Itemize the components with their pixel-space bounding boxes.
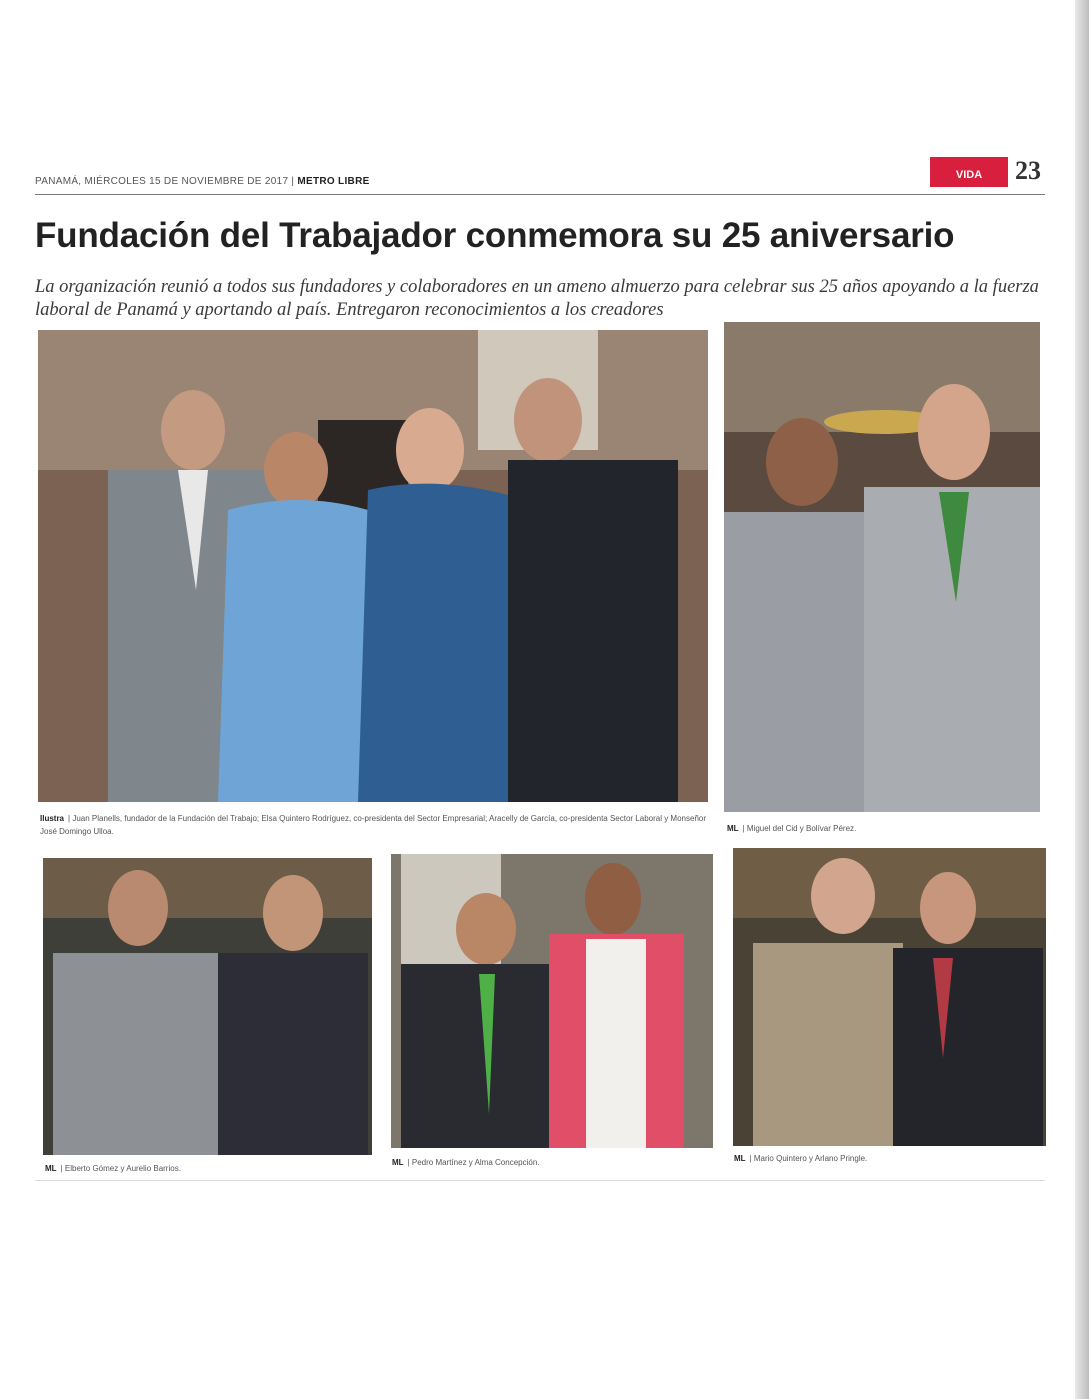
photo-bottom-middle-caption: ML | Pedro Martínez y Alma Concepción. <box>392 1158 540 1167</box>
header-rule <box>35 194 1045 195</box>
page-header <box>35 156 1045 196</box>
dateline: PANAMÁ, MIÉRCOLES 15 DE NOVIEMBRE DE 2017 | METRO LIBRE <box>35 176 370 187</box>
photo-bottom-middle <box>391 854 713 1148</box>
photo-bottom-right <box>733 848 1046 1146</box>
section-tag: VIDA <box>930 157 1008 187</box>
headline: Fundación del Trabajador conmemora su 25 aniversario <box>35 216 955 255</box>
dateline-text: PANAMÁ, MIÉRCOLES 15 DE NOVIEMBRE DE 2017 <box>35 176 289 187</box>
bottom-rule <box>35 1180 1045 1181</box>
page-number: 23 <box>1015 156 1041 185</box>
photo-top-right <box>724 322 1040 812</box>
brand-name: METRO LIBRE <box>297 176 370 187</box>
photo-main-credit: Ilustra <box>40 814 65 823</box>
photo-main-caption: Ilustra | Juan Planells, fundador de la Fundación del Trabajo; Elsa Quintero Rodríguez, co-presidenta del Sector Empresarial; Aracelly de García, co-presidenta Sector Laboral y Monseñor José Domingo Ulloa. <box>40 814 707 836</box>
photo-top-right-caption-text: Miguel del Cid y Bolívar Pérez. <box>746 824 857 833</box>
photo-bottom-middle-credit: ML <box>392 1158 404 1167</box>
photo-bottom-middle-caption-text: Pedro Martínez y Alma Concepción. <box>411 1158 540 1167</box>
photo-top-right-credit: ML <box>727 824 739 833</box>
photo-bottom-left-caption: ML | Elberto Gómez y Aurelio Barrios. <box>45 1164 181 1173</box>
photo-bottom-right-caption-text: Mario Quintero y Arlano Pringle. <box>753 1154 868 1163</box>
photo-bottom-left <box>43 858 372 1155</box>
photo-main-caption-text: Juan Planells, fundador de la Fundación del Trabajo; Elsa Quintero Rodríguez, co-presidenta del Sector Empresarial; Aracelly de García, co-presidenta Sector Laboral y Monseñor José Domingo Ulloa. <box>40 814 707 836</box>
photo-bottom-right-caption: ML | Mario Quintero y Arlano Pringle. <box>734 1154 868 1163</box>
scan-edge <box>1075 0 1089 1399</box>
photo-top-right-caption: ML | Miguel del Cid y Bolívar Pérez. <box>727 824 857 833</box>
photo-bottom-left-credit: ML <box>45 1164 57 1173</box>
photo-bottom-left-caption-text: Elberto Gómez y Aurelio Barrios. <box>64 1164 181 1173</box>
deck: La organización reunió a todos sus fundadores y colaboradores en un ameno almuerzo para celebrar sus 25 años apoyando a la fuerza laboral de Panamá y aportando al país. Entregaron reconocimientos a los creadores <box>35 277 1039 320</box>
photo-main <box>38 330 708 802</box>
photo-bottom-right-credit: ML <box>734 1154 746 1163</box>
